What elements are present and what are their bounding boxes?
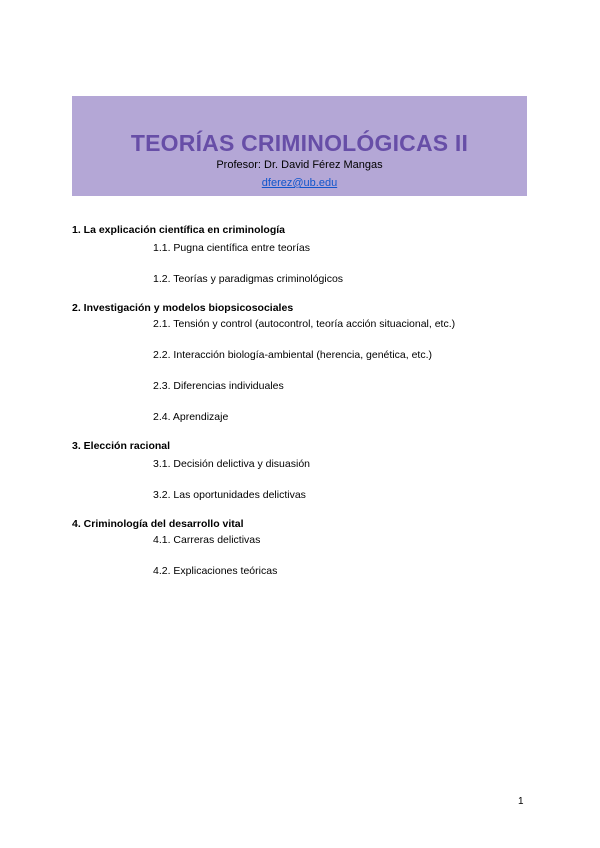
section-1 <box>72 223 527 287</box>
section-title: 3. Elección racional <box>72 440 171 452</box>
list-item: 1.1. Pugna científica entre teorías <box>153 242 311 254</box>
list-item: 2.1. Tensión y control (autocontrol, teoría acción situacional, etc.) <box>153 318 456 330</box>
list-item: 2.3. Diferencias individuales <box>153 380 284 392</box>
list-item: 2.2. Interacción biología-ambiental (herencia, genética, etc.) <box>153 349 432 361</box>
section-title: 2. Investigación y modelos biopsicosociales <box>72 302 294 314</box>
header-banner <box>72 96 527 196</box>
section-3 <box>72 439 527 503</box>
professor-name: Profesor: Dr. David Férez Mangas <box>216 159 383 171</box>
section-title: 1. La explicación científica en criminología <box>72 224 285 236</box>
list-item: 4.2. Explicaciones teóricas <box>153 565 278 577</box>
section-title: 4. Criminología del desarrollo vital <box>72 518 244 530</box>
list-item: 3.2. Las oportunidades delictivas <box>153 489 306 501</box>
section-2 <box>72 301 527 425</box>
list-item: 2.4. Aprendizaje <box>153 411 229 423</box>
page-number: 1 <box>518 796 524 807</box>
page-title: TEORÍAS CRIMINOLÓGICAS II <box>130 130 469 156</box>
list-item: 1.2. Teorías y paradigmas criminológicos <box>153 273 344 285</box>
email-link[interactable]: dferez@ub.edu <box>261 177 338 189</box>
list-item: 3.1. Decisión delictiva y disuasión <box>153 458 310 470</box>
list-item: 4.1. Carreras delictivas <box>153 534 261 546</box>
section-4 <box>72 517 527 579</box>
table-of-contents <box>72 223 527 579</box>
